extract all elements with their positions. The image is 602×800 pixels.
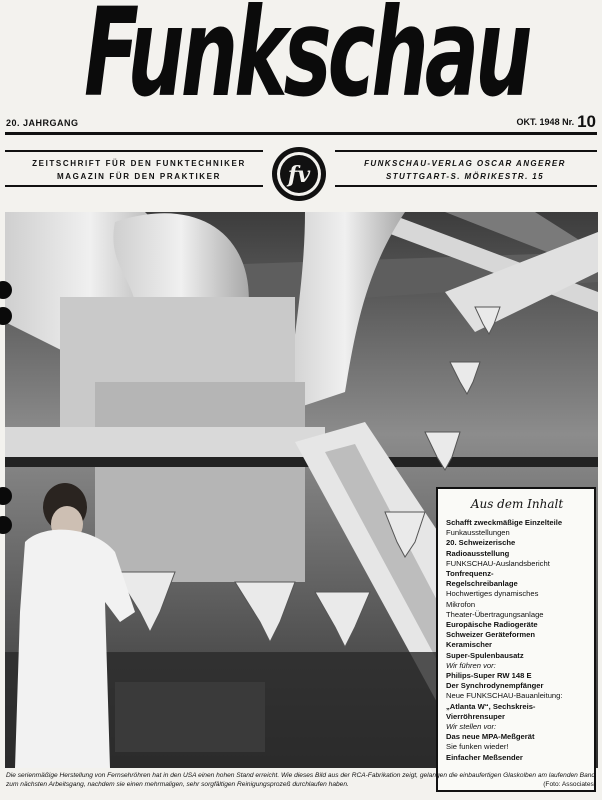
volume-year: 20. JAHRGANG [6, 118, 79, 128]
contents-item: Vierröhrensuper [446, 711, 505, 721]
magazine-title: Funkschau [84, 0, 529, 124]
contents-item: Der Synchrodynempfänger [446, 681, 544, 691]
contents-heading: Aus dem Inhalt [470, 497, 564, 511]
photo-caption [6, 771, 596, 789]
contents-item: Funkausstellungen [446, 528, 510, 538]
contents-item: Wir führen vor: [446, 660, 496, 670]
contents-item: Radioausstellung [446, 548, 510, 558]
publisher-logo [270, 145, 328, 203]
publisher-block [345, 157, 585, 183]
contents-item: Tonfrequenz- [446, 569, 494, 579]
publisher-line-1: FUNKSCHAU-VERLAG OSCAR ANGERER [364, 159, 566, 168]
tagline-line-1: ZEITSCHRIFT FÜR DEN FUNKTECHNIKER [32, 159, 246, 168]
contents-item: FUNKSCHAU-Auslandsbericht [446, 558, 550, 568]
contents-item: „Atlanta W“, Sechskreis- [446, 701, 536, 711]
publisher-line-2: STUTTGART-S. MÖRIKESTR. 15 [385, 172, 545, 181]
tagline-block [24, 157, 254, 183]
contents-item: Theater-Übertragungsanlage [446, 609, 544, 619]
contents-item: Hochwertiges dynamisches [446, 589, 539, 599]
caption-text: Die serienmäßige Herstellung von Fernsehröhren hat in den USA einen hohen Stand erreicht. Wie dieses Bild aus der RCA-Fabrikation zeigt, gelangen die einbaufertigen Glaskolben am laufenden Band zum nächsten Arbeitsgang, nachdem sie einen mehrmaligen, sehr sorgfältigen Reinigungsprozeß durchlaufen haben. [6, 772, 596, 788]
contents-item: Einfacher Meßsender [446, 752, 523, 762]
right-rule-lower [335, 185, 597, 187]
contents-item: Super-Spulenbausatz [446, 650, 524, 660]
tagline-line-2: MAGAZIN FÜR DEN PRAKTIKER [57, 172, 221, 181]
contents-item: Sie funken wieder! [446, 742, 509, 752]
contents-item: Neue FUNKSCHAU-Bauanleitung: [446, 691, 563, 701]
contents-item: Philips-Super RW 148 E [446, 671, 532, 681]
right-rule-upper [335, 150, 597, 152]
top-rule [5, 132, 597, 135]
contents-item: Keramischer [446, 640, 493, 650]
issue-date: OKT. 1948 Nr. [516, 117, 575, 127]
contents-item: Schafft zweckmäßige Einzelteile [446, 518, 563, 527]
photo-credit: (Foto: Associates) [543, 781, 596, 788]
contents-item: 20. Schweizerische [446, 538, 516, 548]
issue-info [517, 112, 596, 132]
left-rule-lower [5, 185, 263, 187]
contents-item: Schweizer Geräteformen [446, 630, 536, 640]
contents-item: Das neue MPA-Meßgerät [446, 732, 535, 742]
contents-box [436, 487, 596, 792]
contents-item: Mikrofon [446, 599, 476, 609]
logo-text: fv [287, 162, 311, 188]
left-rule-upper [5, 150, 263, 152]
issue-number: 10 [577, 112, 596, 131]
contents-list [446, 518, 588, 763]
contents-item: Regelschreibanlage [446, 579, 518, 589]
contents-item: Europäische Radiogeräte [446, 620, 538, 630]
contents-item: Wir stellen vor: [446, 722, 497, 732]
